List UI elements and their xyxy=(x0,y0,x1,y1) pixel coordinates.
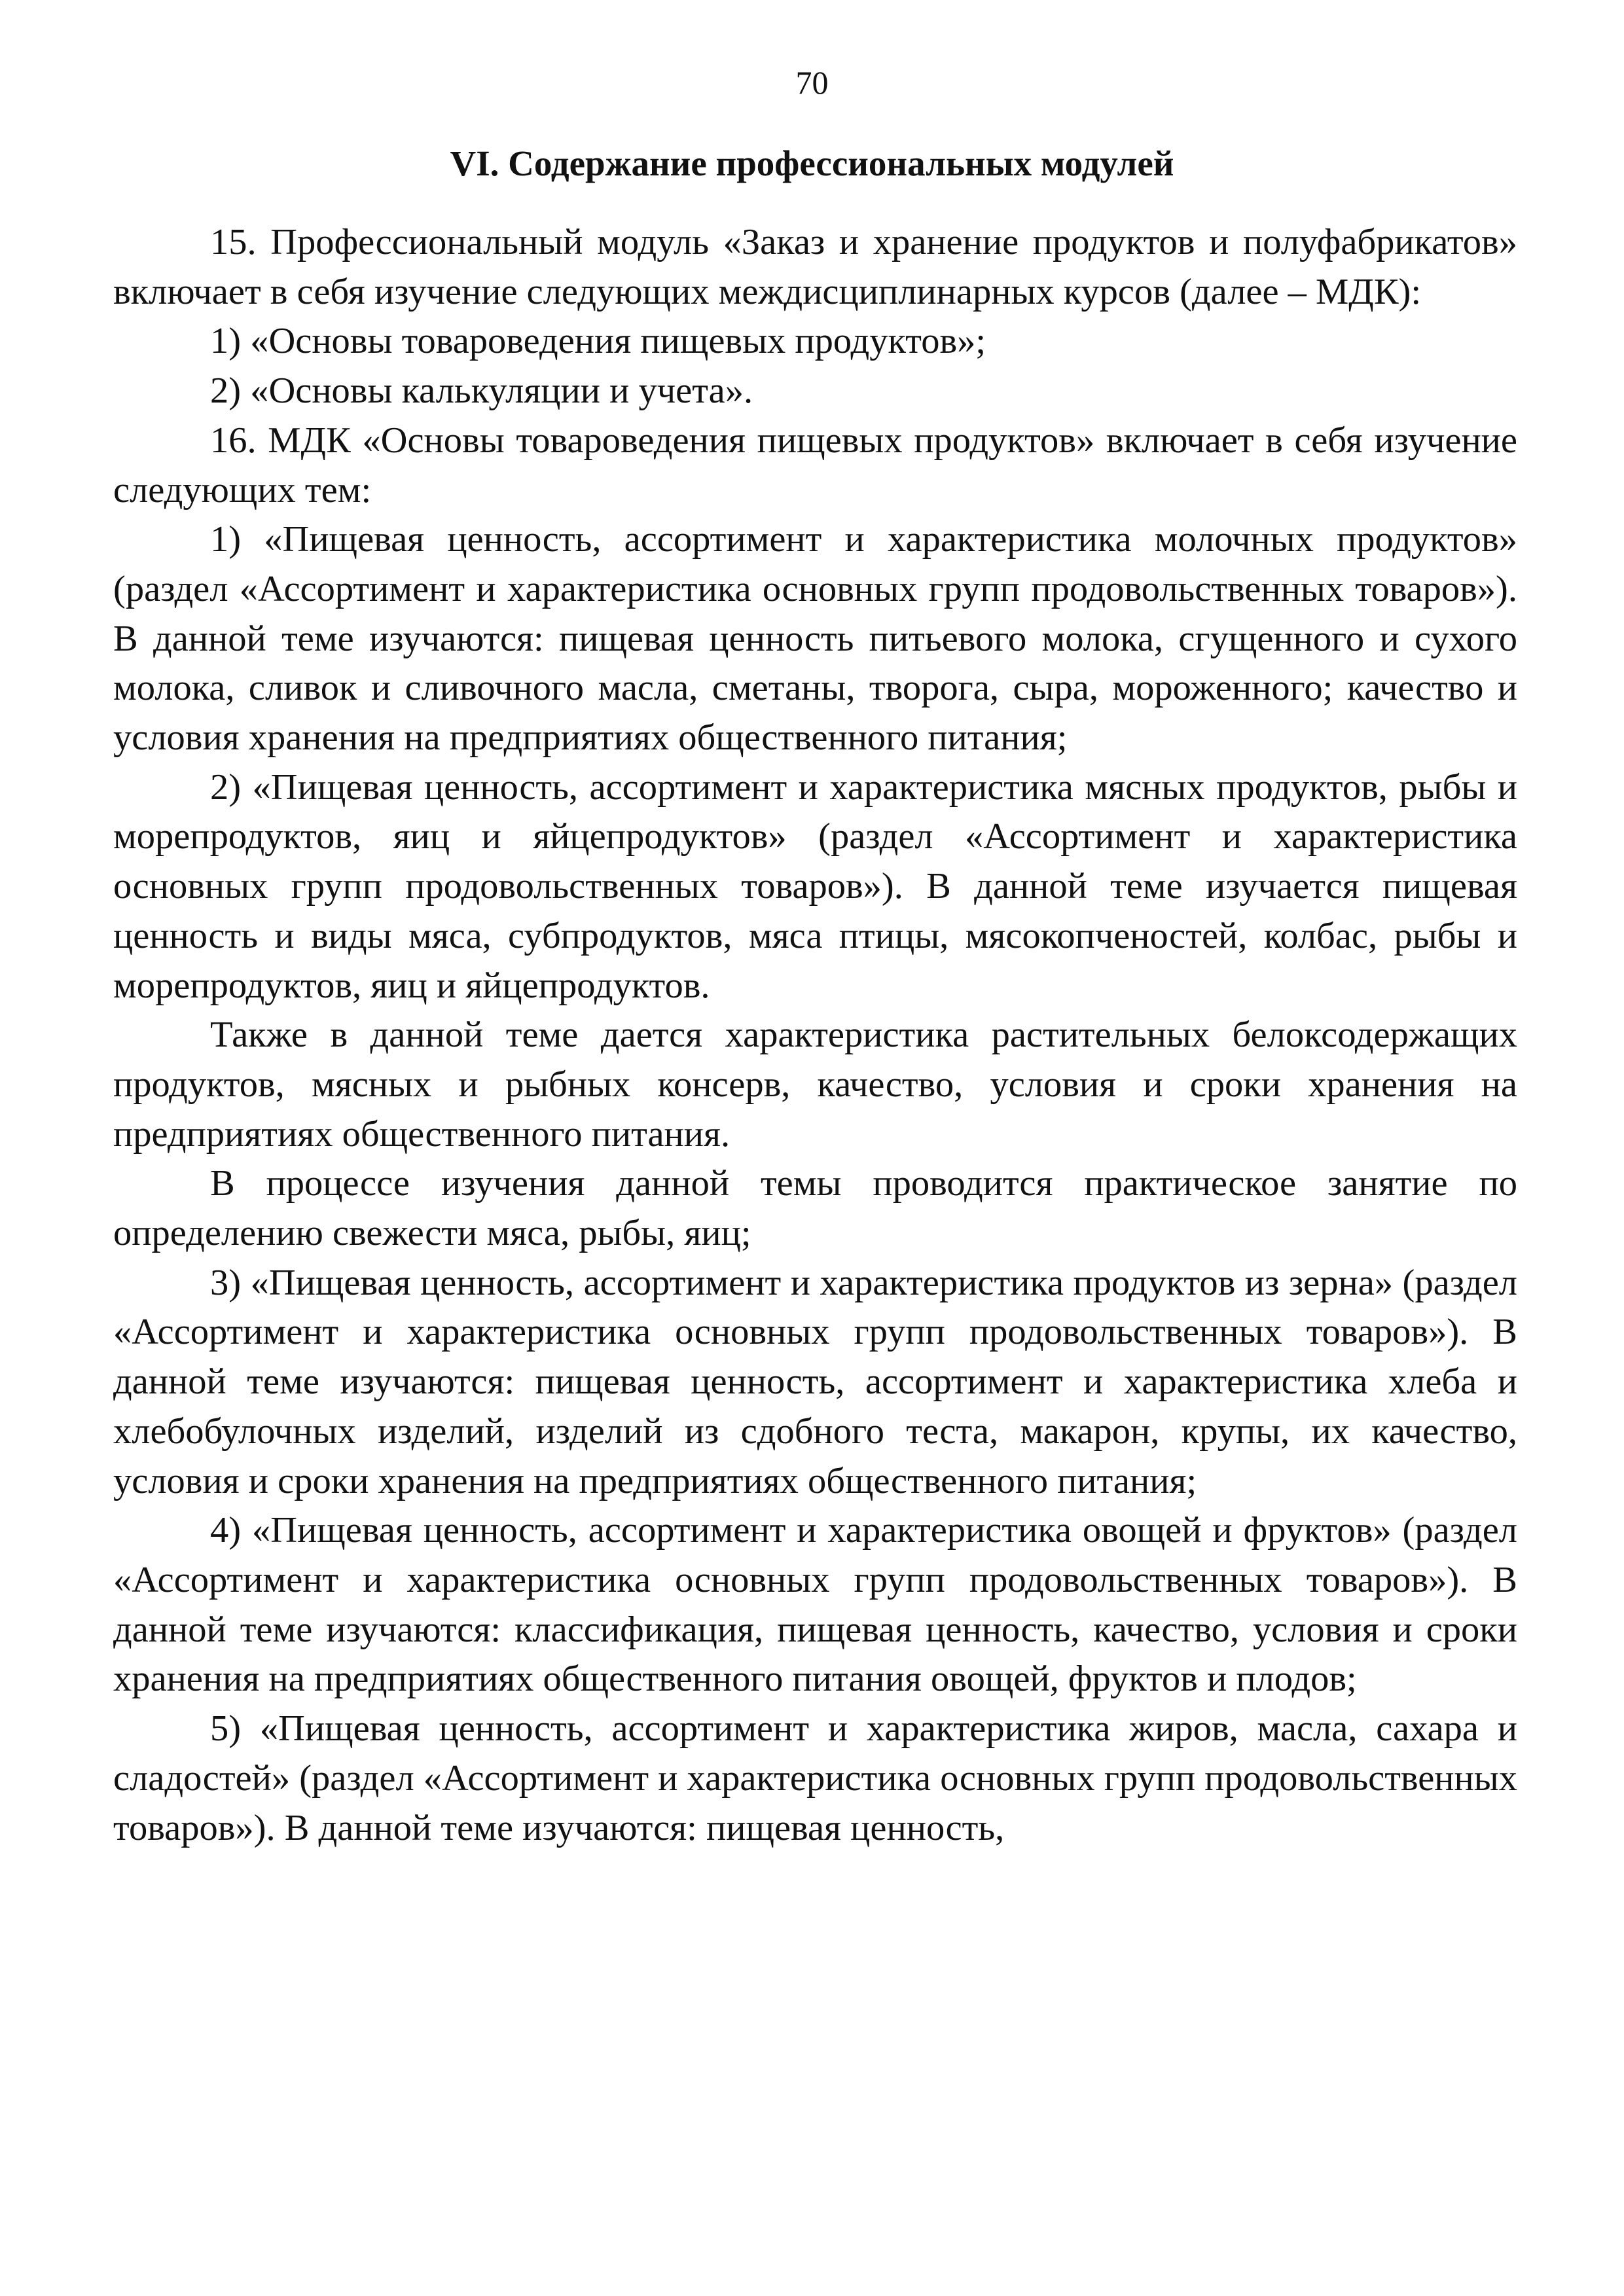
topic-2-practical: В процессе изучения данной темы проводится практическое занятие по определению свежести мяса, рыбы, яиц; xyxy=(113,1163,1517,1254)
body-text xyxy=(113,218,1517,1853)
topic-2-extra: Также в данной теме дается характеристика растительных белоксодержащих продуктов, мясных и рыбных консерв, качество, условия и сроки хранения на предприятиях общественного питания. xyxy=(113,1014,1517,1155)
paragraph-16-intro: 16. МДК «Основы товароведения пищевых продуктов» включает в себя изучение следующих тем: xyxy=(113,420,1517,511)
page-number: 70 xyxy=(795,64,829,101)
topic-2-meat-fish: 2) «Пищевая ценность, ассортимент и характеристика мясных продуктов, рыбы и морепродуктов, яиц и яйцепродуктов» (раздел «Ассортимент и характеристика основных групп продовольственных товаров»). В данной теме изучается пищевая ценность и виды мяса, субпродуктов, мяса птицы, мясокопченостей, колбас, рыбы и морепродуктов, яиц и яйцепродуктов. xyxy=(113,766,1517,1006)
topic-5-fats-sugar: 5) «Пищевая ценность, ассортимент и характеристика жиров, масла, сахара и сладостей» (раздел «Ассортимент и характеристика основных групп продовольственных товаров»). В данной теме изучаются: пищевая ценность, xyxy=(113,1708,1517,1848)
topic-3-grain: 3) «Пищевая ценность, ассортимент и характеристика продуктов из зерна» (раздел «Ассортимент и характеристика основных групп продовольственных товаров»). В данной теме изучаются: пищевая ценность, ассортимент и характеристика хлеба и хлебобулочных изделий, изделий из сдобного теста, макарон, крупы, их качество, условия и сроки хранения на предприятиях общественного питания; xyxy=(113,1262,1517,1501)
topic-1-dairy: 1) «Пищевая ценность, ассортимент и характеристика молочных продуктов» (раздел «Ассортимент и характеристика основных групп продовольственных товаров»). В данной теме изучаются: пищевая ценность питьевого молока, сгущенного и сухого молока, сливок и сливочного масла, сметаны, творога, сыра, мороженного; качество и условия хранения на предприятиях общественного питания; xyxy=(113,519,1517,759)
topic-4-vegetables-fruits: 4) «Пищевая ценность, ассортимент и характеристика овощей и фруктов» (раздел «Ассортимент и характеристика основных групп продовольственных товаров»). В данной теме изучаются: классификация, пищевая ценность, качество, условия и сроки хранения на предприятиях общественного питания овощей, фруктов и плодов; xyxy=(113,1510,1517,1700)
list-item-mdk-1: 1) «Основы товароведения пищевых продуктов»; xyxy=(210,321,986,362)
list-item-mdk-2: 2) «Основы калькуляции и учета». xyxy=(210,370,753,412)
paragraph-15-intro: 15. Профессиональный модуль «Заказ и хранение продуктов и полуфабрикатов» включает в себя изучение следующих междисциплинарных курсов (далее – МДК): xyxy=(113,222,1517,312)
section-title: VI. Содержание профессиональных модулей xyxy=(450,143,1174,183)
